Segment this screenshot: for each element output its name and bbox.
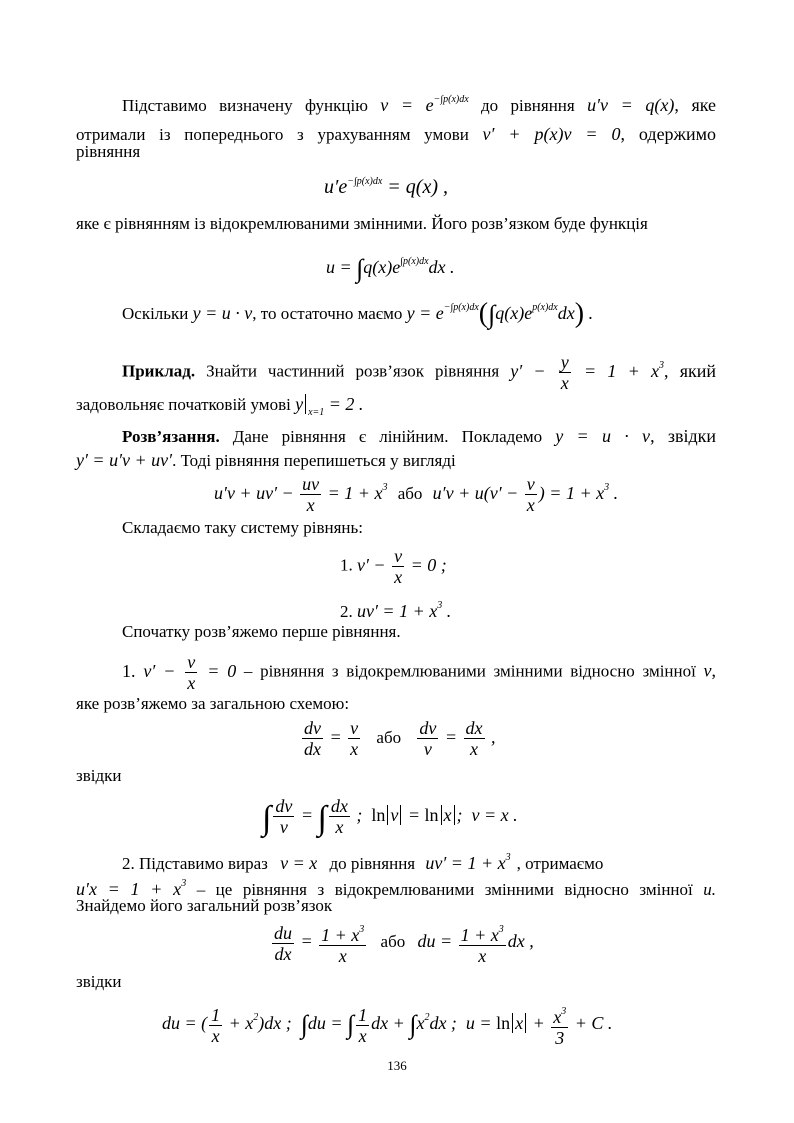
system-eq2: 2. $uv' = 1 + x^3$ . — [340, 600, 452, 621]
para1-text1: Підставимо визначену функцію — [122, 96, 368, 115]
formula-ln-v: ∫ $\frac{dv}{v}$ = ∫ $\frac{dx}{x}$ ; ln v = ln x ; v = x . — [262, 796, 518, 837]
or-label-3: або — [380, 932, 406, 952]
formula-general-solution: $y = e^{-\int p(x)dx}(\int q(x)e^{p(x)dx}dx)$ . — [406, 298, 594, 329]
formula-separation: $\frac{dv}{dx}$ = $\frac{v}{x}$ або $\frac{dv}{v}$ = $\frac{dx}{x}$ , — [304, 718, 496, 759]
step2-line2: $u'x = 1 + x^3$ – це рівняння з відокремлюваними змінними відносно змінної u. — [76, 878, 717, 899]
formula-final-u: du = ( $\frac{1}{x}$ + $x^2)dx$ ; ∫du = ∫ $\frac{1}{x}$ dx + $\int x^2dx$ ; u = ln x + $\frac{x^3}{3}$ + C . — [162, 1002, 612, 1048]
example-line1 — [122, 352, 716, 393]
formula-step1: 1. v′ − $\frac{v}{x}$ = 0 — [122, 652, 237, 693]
page-number: 136 — [387, 1058, 407, 1073]
example-label: Приклад. — [122, 361, 196, 381]
formula-du: $\frac{du}{dx}$ = $\frac{1 + x^3}{x}$ або du = $\frac{1 + x^3}{x}$ dx , — [270, 920, 534, 966]
solution-line1 — [122, 426, 716, 447]
whence-2: звідки — [76, 972, 122, 991]
formula-y-uv-2: y = u · v, звідки — [555, 426, 717, 446]
solution-text1: Дане рівняння є лінійним. Покладемо — [232, 427, 543, 446]
formula-y-derivative: y′ = u′v + uv′ — [76, 450, 173, 470]
para3-text2: , то остаточно маємо — [252, 304, 403, 323]
step2-line1: 2. Підставимо вираз v = x до рівняння $uv' = 1 + x^3$ , отримаємо — [122, 852, 604, 873]
formula-u-integral: $u = \int q(x)e^{\int p(x)dx}dx$ . — [326, 254, 455, 283]
formula-initial-condition: y $_{x=1}$ = 2 . — [295, 394, 364, 418]
solution-label: Розв’язання. — [122, 427, 220, 446]
formula-uv-q: u′v = q(x), яке — [587, 95, 717, 115]
step2-text1: 2. Підставимо вираз — [122, 854, 268, 873]
para1-line1 — [122, 90, 716, 116]
para2: яке є рівнянням із відокремлюваними змінними. Його розв’язком буде функція — [76, 214, 648, 233]
example-text1: Знайти частинний розв’язок рівняння — [206, 361, 500, 381]
example-line2 — [76, 394, 363, 423]
formula-ue-q: $u'e^{-\int p(x)dx} = q(x)$ , — [324, 176, 448, 198]
example-text3: задовольняє початковій умові — [76, 395, 291, 414]
solution-text3: . Тоді рівняння перепишеться у вигляді — [172, 451, 456, 470]
or-label-2: або — [376, 727, 402, 747]
system-intro: Складаємо таку систему рівнянь: — [122, 518, 363, 537]
formula-y-uv: y = u · v — [192, 303, 253, 323]
step1-text: – рівняння з відокремлюваними змінними відносно змінної — [243, 661, 696, 681]
para1-text4: отримали із попереднього з урахуванням умови — [76, 125, 469, 144]
para3-text1: Оскільки — [122, 304, 189, 323]
para1-line3: рівняння — [76, 142, 141, 161]
para1-text2: до рівняння — [481, 96, 575, 115]
para3 — [122, 298, 594, 329]
whence-1: звідки — [76, 766, 122, 785]
step2-var: u. — [703, 880, 717, 899]
first-intro: Спочатку розв’яжемо перше рівняння. — [122, 622, 401, 641]
formula-example-equation: y′ − $\frac{y}{x}$ = $1 + x^3$, який — [510, 352, 716, 393]
solution-line2 — [76, 450, 456, 471]
step1-tail: яке розв’яжемо за загальною схемою: — [76, 694, 350, 713]
step2-line3: Знайдемо його загальний розв’язок — [76, 896, 333, 915]
step2-text4: – це рівняння з відокремлюваними змінними відносно змінної — [196, 880, 693, 899]
or-label-1: або — [397, 483, 423, 503]
formula-substituted: u′v + uv′ − $\frac{uv}{x}$ = $1 + x^3$ або u′v + u(v′ − $\frac{v}{x}$ ) = $1 + x^3$ . — [214, 474, 619, 515]
step2-text3: , отримаємо — [516, 854, 604, 873]
step1-line: 1. v′ − $\frac{v}{x}$ = 0 – рівняння з відокремлюваними змінними відносно змінної v, — [122, 652, 716, 693]
formula-condition: v′ + p(x)v = 0, одержимо — [482, 124, 717, 144]
formula-v-exp: $v = e^{-\int p(x)dx}$ — [380, 94, 469, 115]
system-eq1: 1. v′ − $\frac{v}{x}$ = 0 ; — [340, 546, 447, 587]
step2-text2: до рівняння — [329, 854, 416, 873]
para1-line2 — [76, 124, 716, 145]
